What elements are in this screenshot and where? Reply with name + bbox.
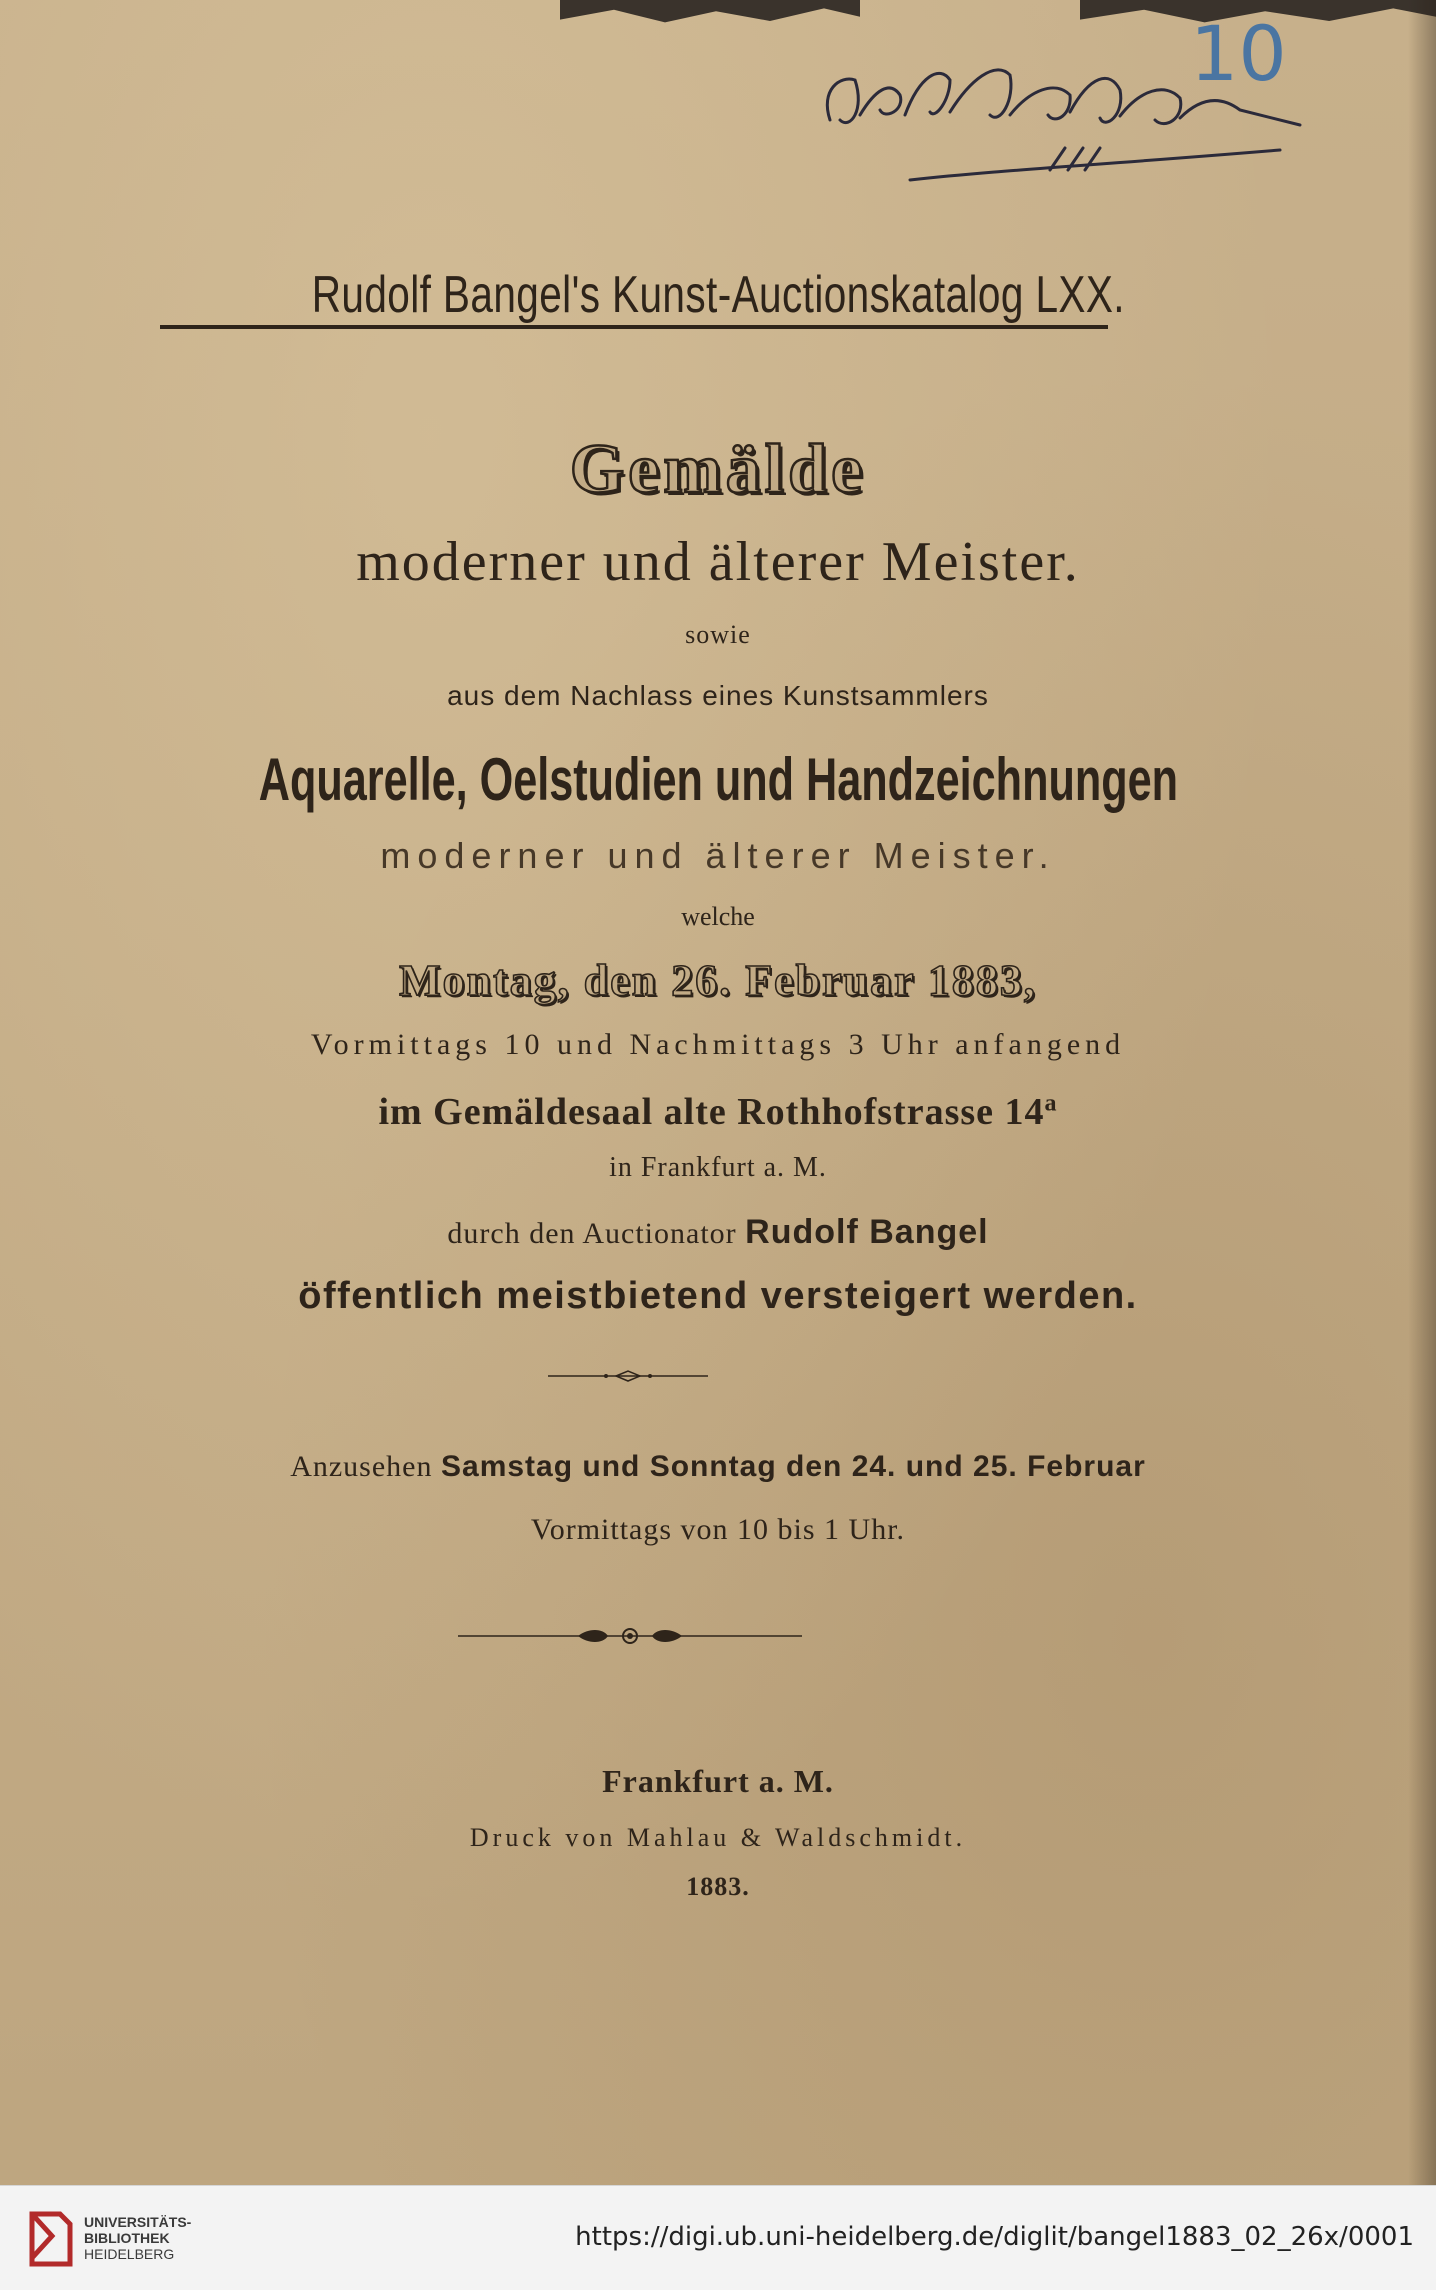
signature-text: Adolph Bangel	[1100, 90, 1108, 91]
auction-times: Vormittags 10 und Nachmittags 3 Uhr anfangend	[310, 1028, 1126, 1061]
viewer-footer	[0, 2185, 1436, 2290]
sale-statement: öffentlich meistbietend versteigert werden.	[298, 1275, 1138, 1317]
title-underline	[160, 325, 1108, 329]
auction-venue: im Gemäldesaal alte Rothhofstrasse 14$^a$	[378, 1090, 1058, 1133]
welche-text: welche	[681, 902, 755, 931]
imprint-year: 1883.	[686, 1872, 750, 1901]
handwritten-signature	[800, 20, 1320, 200]
permalink-url[interactable]: https://digi.ub.uni-heidelberg.de/diglit/bangel1883_02_26x/0001	[575, 2222, 1414, 2252]
library-name: UNIVERSITÄTS- BIBLIOTHEK HEIDELBERG	[84, 2214, 192, 2262]
handwritten-mark: 40.	[1100, 195, 1102, 196]
nachlass-text: aus dem Nachlass eines Kunstsammlers	[447, 680, 989, 711]
catalog-title: Rudolf Bangel's Kunst-Auctionskatalog LXX.	[311, 266, 1125, 324]
main-heading: Gemälde	[569, 431, 867, 508]
sowie-text: sowie	[685, 620, 751, 649]
viewing-times: Vormittags von 10 bis 1 Uhr.	[530, 1513, 906, 1546]
ornament-divider	[548, 1368, 708, 1384]
ornament-divider-large	[458, 1624, 802, 1648]
viewing-line: Anzusehen Samstag und Sonntag den 24. und 25. Februar	[290, 1450, 1146, 1483]
auction-date: Montag, den 26. Februar 1883,	[399, 956, 1037, 1005]
imprint-printer: Druck von Mahlau & Waldschmidt.	[469, 1823, 967, 1852]
auctioneer-line: durch den Auctionator Rudolf Bangel	[447, 1213, 989, 1251]
aquarelle-heading: Aquarelle, Oelstudien und Handzeichnungen	[258, 746, 1178, 813]
auction-city: in Frankfurt a. M.	[609, 1152, 827, 1183]
library-logo-icon[interactable]	[22, 2206, 78, 2272]
subheading: moderner und älterer Meister.	[356, 531, 1080, 593]
subheading-secondary: moderner und älterer Meister.	[380, 835, 1056, 876]
imprint-place: Frankfurt a. M.	[602, 1763, 834, 1799]
handwritten-number: 10	[1190, 20, 1287, 98]
